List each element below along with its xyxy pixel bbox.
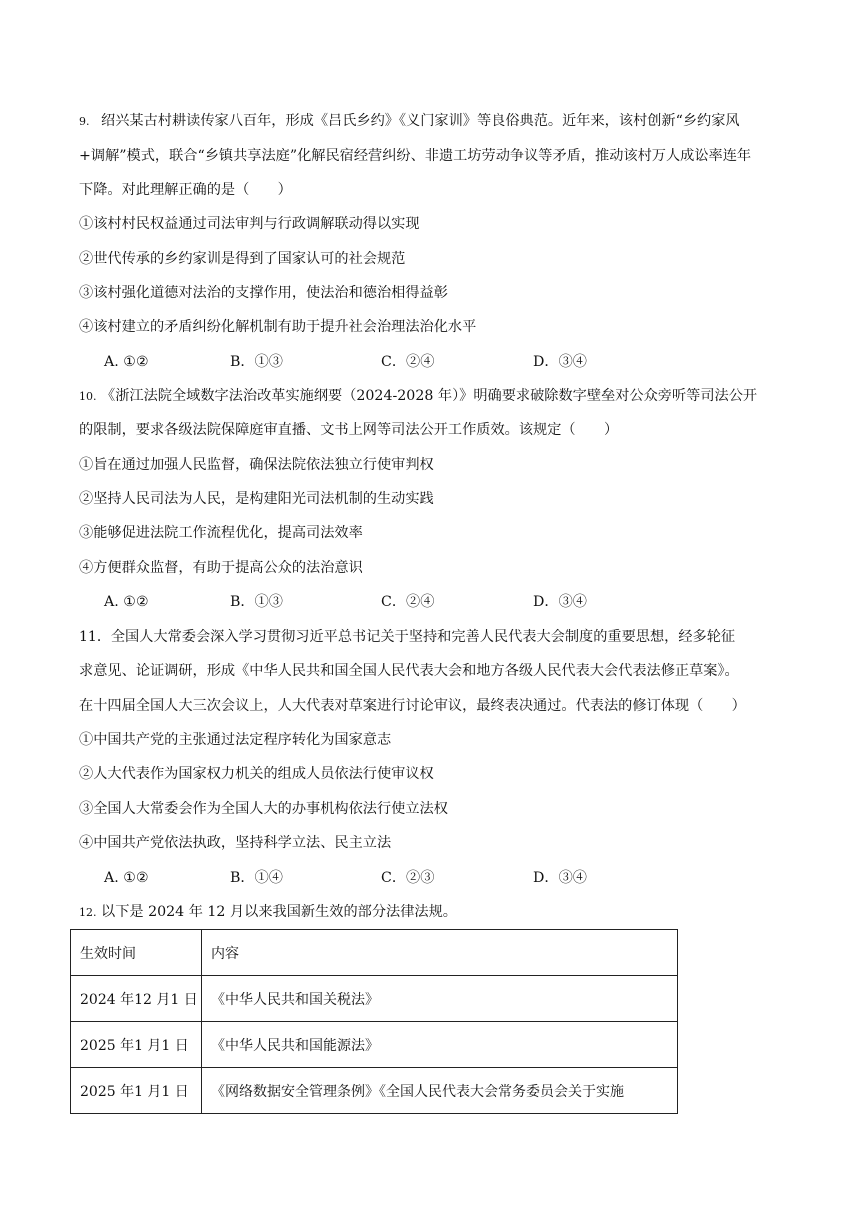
table-cell-date: 2025 年1 月1 日 bbox=[71, 1068, 202, 1114]
option-c[interactable]: C．②④ bbox=[381, 594, 435, 610]
statement: ②坚持人民司法为人民，是构建阳光司法机制的生动实践 bbox=[79, 491, 434, 507]
table-cell-content: 《中华人民共和国能源法》 bbox=[202, 1022, 678, 1068]
table-header-cell: 生效时间 bbox=[71, 930, 202, 976]
option-a[interactable]: A. ①② bbox=[104, 594, 149, 610]
statement: ②世代传承的乡约家训是得到了国家认可的社会规范 bbox=[79, 251, 406, 267]
table-cell-content: 《中华人民共和国关税法》 bbox=[202, 976, 678, 1022]
option-b[interactable]: B．①③ bbox=[230, 354, 283, 370]
question-stem-text: 全国人大常委会深入学习贯彻习近平总书记关于坚持和完善人民代表大会制度的重要思想，经多轮征 bbox=[110, 629, 736, 645]
laws-table bbox=[70, 929, 678, 1114]
option-d[interactable]: D．③④ bbox=[533, 870, 587, 886]
question-11-line-2: 求意见、论证调研，形成《中华人民共和国全国人民代表大会和地方各级人民代表大会代表法修正草案》。 bbox=[79, 663, 739, 679]
table-cell-date: 2024 年12 月1 日 bbox=[71, 976, 202, 1022]
statement: ①该村村民权益通过司法审判与行政调解联动得以实现 bbox=[79, 216, 420, 232]
statement: ③全国人大常委会作为全国人大的办事机构依法行使立法权 bbox=[79, 801, 448, 817]
option-c[interactable]: C．②③ bbox=[381, 870, 435, 886]
table-cell-date: 2025 年1 月1 日 bbox=[71, 1022, 202, 1068]
option-d[interactable]: D．③④ bbox=[533, 354, 587, 370]
table-header-row bbox=[71, 930, 678, 976]
question-number: 11． bbox=[79, 629, 111, 645]
question-9-line-2: +调解”模式，联合“乡镇共享法庭”化解民宿经营纠纷、非遗工坊劳动争议等矛盾，推动该村万人成讼率连年 bbox=[79, 148, 752, 164]
question-12-line-1 bbox=[79, 902, 457, 923]
question-11-line-1 bbox=[79, 627, 735, 647]
table-cell-content: 《网络数据安全管理条例》《全国人民代表大会常务委员会关于实施 bbox=[202, 1068, 678, 1114]
statement: ④该村建立的矛盾纠纷化解机制有助于提升社会治理法治化水平 bbox=[79, 319, 477, 335]
question-10-line-2: 的限制，要求各级法院保障庭审直播、文书上网等司法公开工作质效。该规定（ ） bbox=[79, 422, 619, 438]
option-b[interactable]: B．①④ bbox=[230, 870, 283, 886]
question-stem-text: 绍兴某古村耕读传家八百年，形成《吕氏乡约》《义门家训》等良俗典范。近年来，该村创新“乡约家风 bbox=[101, 113, 740, 129]
statement: ③该村强化道德对法治的支撑作用，使法治和德治相得益彰 bbox=[79, 285, 448, 301]
option-a[interactable]: A. ①② bbox=[104, 870, 149, 886]
option-c[interactable]: C．②④ bbox=[381, 354, 435, 370]
question-11-line-3: 在十四届全国人大三次会议上，人大代表对草案进行讨论审议，最终表决通过。代表法的修订体现（ ） bbox=[79, 698, 746, 714]
statement: ④中国共产党依法执政，坚持科学立法、民主立法 bbox=[79, 835, 392, 851]
statement: ②人大代表作为国家权力机关的组成人员依法行使审议权 bbox=[79, 766, 434, 782]
option-d[interactable]: D．③④ bbox=[533, 594, 587, 610]
statement: ①中国共产党的主张通过法定程序转化为国家意志 bbox=[79, 732, 392, 748]
table-header-cell: 内容 bbox=[202, 930, 678, 976]
table-row bbox=[71, 976, 678, 1022]
question-9-line-3: 下降。对此理解正确的是（ ） bbox=[79, 182, 292, 198]
question-number: 12. bbox=[79, 906, 97, 919]
question-stem-text: 以下是 2024 年 12 月以来我国新生效的部分法律法规。 bbox=[101, 904, 457, 920]
statement: ①旨在通过加强人民监督，确保法院依法独立行使审判权 bbox=[79, 457, 434, 473]
option-a[interactable]: A. ①② bbox=[104, 354, 149, 370]
question-stem-text: 《浙江法院全域数字法治改革实施纲要（2024-2028 年）》明确要求破除数字壁垒对公众旁听等司法公开 bbox=[101, 388, 758, 404]
question-number: 9. bbox=[79, 115, 90, 128]
question-9-line-1 bbox=[79, 111, 740, 132]
statement: ③能够促进法院工作流程优化，提高司法效率 bbox=[79, 525, 363, 541]
table-row bbox=[71, 1068, 678, 1114]
question-10-line-1 bbox=[79, 386, 757, 407]
question-number: 10. bbox=[79, 390, 97, 403]
table-row bbox=[71, 1022, 678, 1068]
statement: ④方便群众监督，有助于提高公众的法治意识 bbox=[79, 560, 363, 576]
option-b[interactable]: B．①③ bbox=[230, 594, 283, 610]
